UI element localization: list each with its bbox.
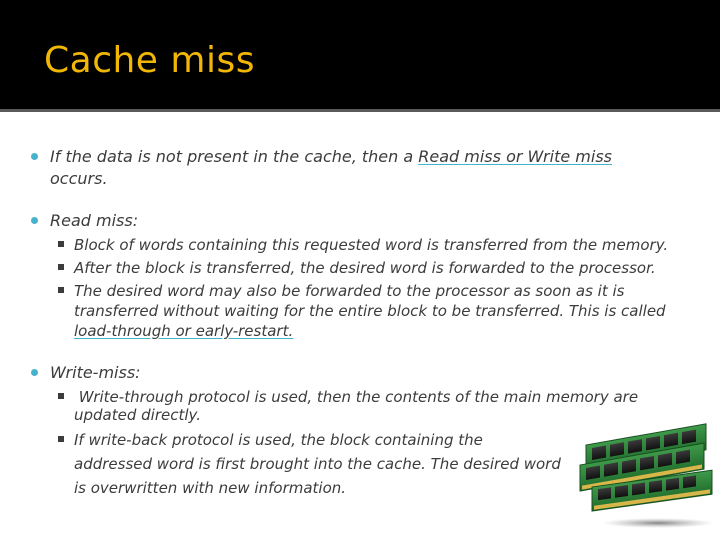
read-miss-item-3-line-1: The desired word may also be forwarded to the processor as soon as it is [74,282,625,300]
bullet-icon [29,151,41,163]
read-miss-item-3-line-3 [74,322,704,341]
write-miss-heading: Write-miss: [50,363,141,382]
square-bullet-icon [58,241,66,249]
bullet-icon [29,215,41,227]
write-miss-item-2-line-2: addressed word is first brought into the cache. The desired word [74,455,561,473]
load-through-link[interactable]: load-through or early-restart. [74,322,294,340]
read-miss-item-3-line-2: transferred without waiting for the entire block to be transferred. This is called [74,302,666,320]
read-miss-heading: Read miss: [50,211,139,230]
square-bullet-icon [58,436,66,444]
write-miss-item-1-line-2: updated directly. [74,406,202,424]
square-bullet-icon [58,287,66,295]
bullet-text-continuation: occurs. [50,169,108,188]
square-bullet-icon [58,264,66,272]
read-miss-item-2: After the block is transferred, the desired word is forwarded to the processor. [74,259,656,277]
read-write-miss-link[interactable]: Read miss or Write miss [418,147,612,166]
square-bullet-icon [58,393,66,401]
write-miss-item-1-line-1: Write-through protocol is used, then the contents of the main memory are [74,388,639,406]
bullet-icon [29,367,41,379]
write-miss-item-2-line-1: If write-back protocol is used, the block containing the [74,431,483,449]
bullet-text [50,146,612,167]
read-miss-item-1: Block of words containing this requested word is transferred from the memory. [74,236,669,254]
bullet-text-start: If the data is not present in the cache, then a [50,147,419,166]
slide-title: Cache miss [44,40,255,81]
write-miss-item-2-line-3: is overwritten with new information. [74,479,347,497]
memory-modules-icon [578,413,716,533]
